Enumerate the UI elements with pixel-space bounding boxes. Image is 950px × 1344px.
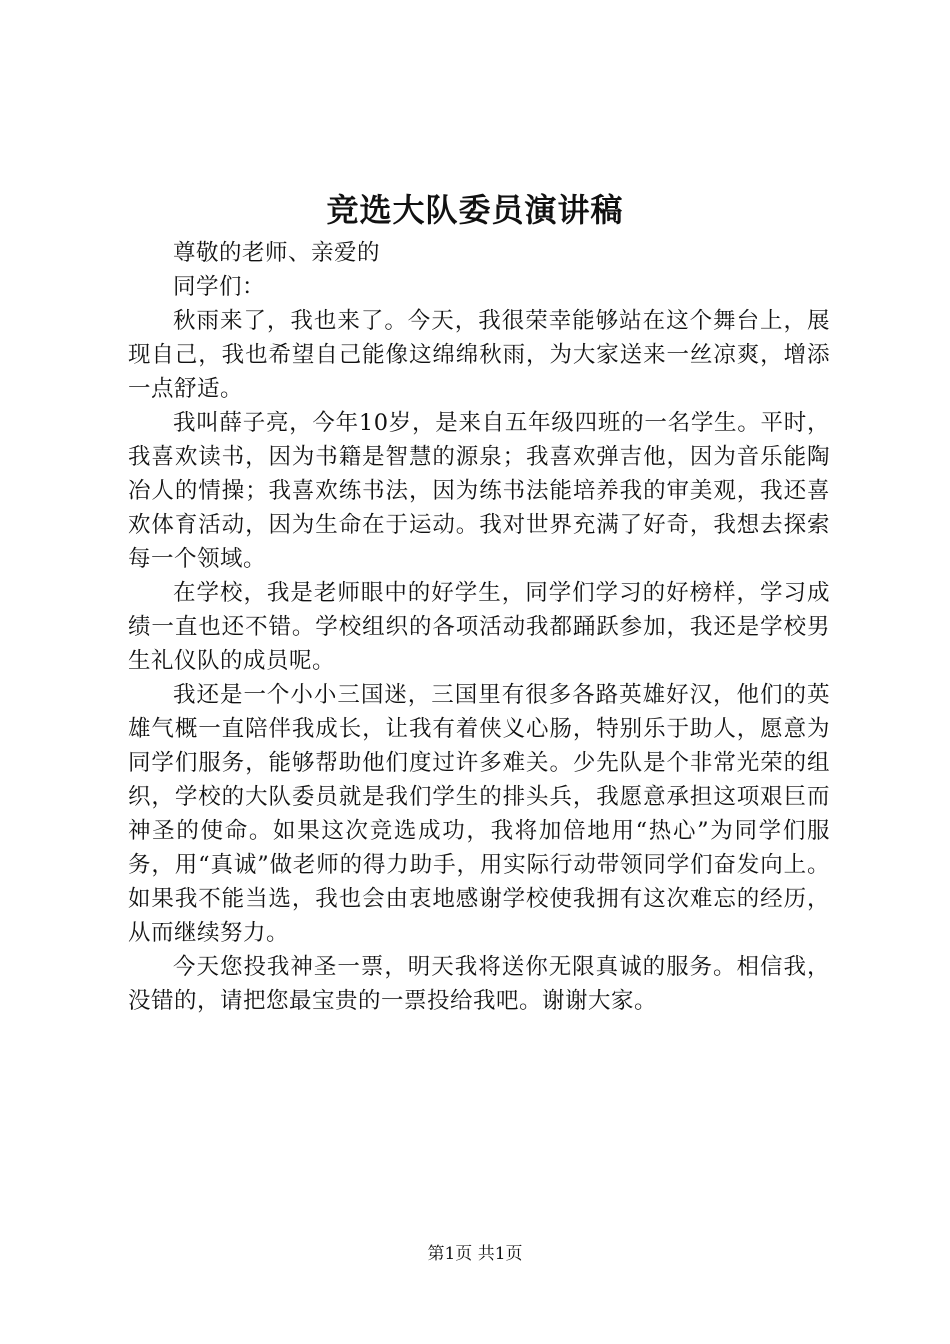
page-footer: 第1页 共1页 [427,1244,523,1264]
paragraph: 在学校，我是老师眼中的好学生，同学们学习的好榜样，学习成绩一直也还不错。学校组织的各项活动我都踊跃参加，我还是学校男生礼仪队的成员呢。 [128,580,830,674]
paragraph: 我叫薛子亮，今年10岁，是来自五年级四班的一名学生。平时，我喜欢读书，因为书籍是智慧的源泉；我喜欢弹吉他，因为音乐能陶冶人的情操；我喜欢练书法，因为练书法能培养我的审美观，我还喜欢体育活动，因为生命在于运动。我对世界充满了好奇，我想去探索每一个领域。 [128,410,830,572]
paragraph: 秋雨来了，我也来了。今天，我很荣幸能够站在这个舞台上，展现自己，我也希望自己能像这绵绵秋雨，为大家送来一丝凉爽，增添一点舒适。 [128,308,830,402]
salutation-line-2: 同学们： [173,274,266,300]
salutation-line-1: 尊敬的老师、亲爱的 [173,240,381,266]
paragraph: 今天您投我神圣一票，明天我将送你无限真诚的服务。相信我，没错的，请把您最宝贵的一票投给我吧。谢谢大家。 [128,954,830,1014]
document-body [128,236,830,1018]
document-title: 竞选大队委员演讲稿 [326,191,624,229]
paragraph: 我还是一个小小三国迷，三国里有很多各路英雄好汉，他们的英雄气概一直陪伴我成长，让我有着侠义心肠，特别乐于助人，愿意为同学们服务，能够帮助他们度过许多难关。少先队是个非常光荣的组织，学校的大队委员就是我们学生的排头兵，我愿意承担这项艰巨而神圣的使命。如果这次竞选成功，我将加倍地用“热心”为同学们服务，用“真诚”做老师的得力助手，用实际行动带领同学们奋发向上。如果我不能当选，我也会由衷地感谢学校使我拥有这次难忘的经历，从而继续努力。 [128,682,830,946]
